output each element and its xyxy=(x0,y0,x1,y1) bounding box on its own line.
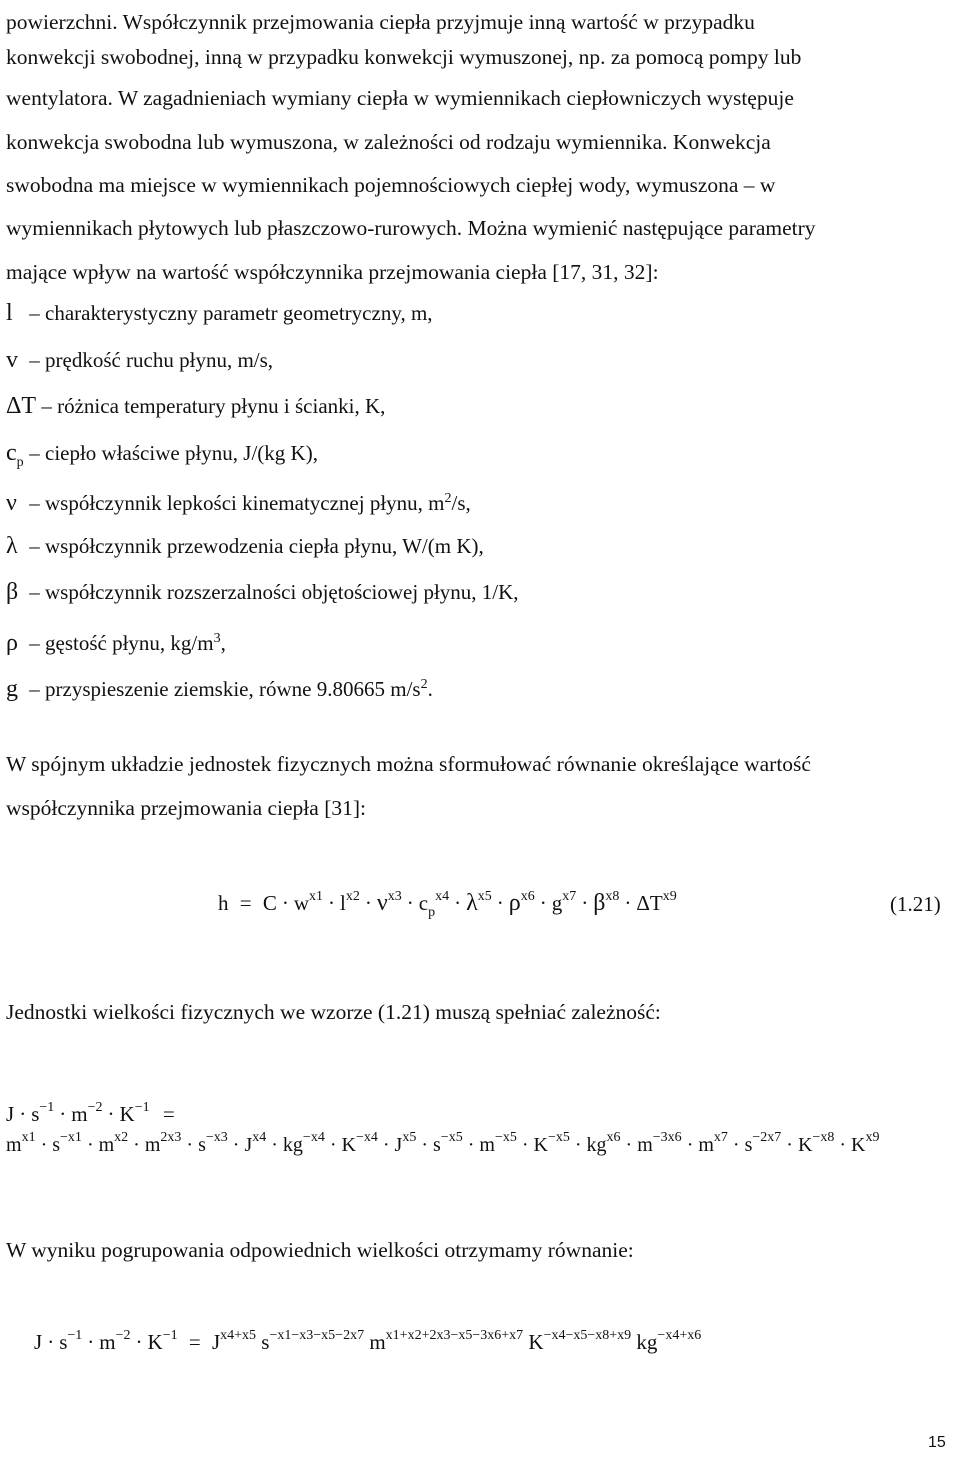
math-term: $s^{-1}$ xyxy=(31,1100,55,1126)
multiply-dot: · xyxy=(454,891,462,915)
equation-terms xyxy=(262,889,677,920)
paragraph-line: W spójnym układzie jednostek fizycznych można sformułować równanie określające wartość xyxy=(6,752,811,776)
multiply-dot: · xyxy=(496,891,504,915)
multiply-dot: · xyxy=(364,891,372,915)
multiply-dot: · xyxy=(521,1134,529,1156)
multiply-dot: · xyxy=(732,1134,740,1156)
units-equation-line-1 xyxy=(6,1102,175,1127)
parameter-symbol: $c_p$ xyxy=(6,439,24,470)
parameter-description: – ciepło właściwe płynu, J/(kg K), xyxy=(29,440,318,465)
grouped-lhs-terms xyxy=(34,1330,178,1354)
math-term: $m^{-x5}$ xyxy=(479,1130,517,1156)
math-term: $\lambda^{x5}$ xyxy=(466,889,492,916)
parameter-description: – współczynnik rozszerzalności objętościowej płynu, 1/K, xyxy=(29,580,519,604)
math-term: $J^{x5}$ xyxy=(394,1130,417,1156)
math-term: $s^{-x1-x3-x5-2x7}$ xyxy=(261,1328,365,1354)
math-term: $c_p^{x4}$ xyxy=(418,889,450,920)
parameter-description: – prędkość ruchu płynu, m/s, xyxy=(29,347,274,372)
units-equation-line-2 xyxy=(6,1130,880,1157)
paragraph-3: Jednostki wielkości fizycznych we wzorze (1.21) muszą spełniać zależność: xyxy=(6,1000,661,1024)
math-term: $s^{-x5}$ xyxy=(433,1130,463,1156)
math-term: $K^{x9}$ xyxy=(851,1130,880,1156)
multiply-dot: · xyxy=(686,1134,694,1156)
multiply-dot: · xyxy=(839,1134,846,1156)
equals-sign: = xyxy=(188,1330,201,1354)
units-line-1-terms xyxy=(6,1102,150,1126)
multiply-dot: · xyxy=(40,1134,48,1156)
math-term: $\nu^{x3}$ xyxy=(376,889,402,916)
math-term: $\Delta T^{x9}$ xyxy=(636,889,677,915)
math-term: $K^{-x8}$ xyxy=(797,1130,835,1156)
multiply-dot: · xyxy=(625,1134,633,1156)
math-term: $m^{x2}$ xyxy=(98,1130,129,1156)
multiply-dot: · xyxy=(406,891,414,915)
math-term: $K^{-x4}$ xyxy=(341,1130,378,1156)
multiply-dot: · xyxy=(232,1134,240,1156)
math-term: $s^{-x1}$ xyxy=(52,1130,82,1156)
parameter-item xyxy=(6,430,519,477)
equals-sign: = xyxy=(162,1102,175,1126)
multiply-dot: · xyxy=(281,891,289,915)
grouped-equation xyxy=(34,1330,701,1355)
parameter-item xyxy=(6,523,519,570)
math-term: $s^{-1}$ xyxy=(59,1328,83,1354)
parameter-item xyxy=(6,337,519,384)
math-term: $s^{-2x7}$ xyxy=(744,1130,782,1156)
parameter-symbol: ΔT xyxy=(6,393,37,419)
math-term: $K^{-x4-x5-x8+x9}$ xyxy=(528,1328,632,1354)
math-term: $s^{-x3}$ xyxy=(198,1130,228,1156)
parameter-description: – różnica temperatury płynu i ścianki, K, xyxy=(41,394,386,418)
parameter-description: – gęstość płynu, kg/m xyxy=(29,630,214,655)
equals-sign: = xyxy=(239,891,252,915)
multiply-dot: · xyxy=(59,1102,67,1126)
multiply-dot: · xyxy=(581,891,589,915)
parameter-symbol: ν xyxy=(6,490,17,516)
multiply-dot: · xyxy=(624,891,632,915)
parameter-description: – współczynnik lepkości kinematycznej płynu, m xyxy=(29,491,445,515)
math-term: $K^{-1}$ xyxy=(119,1100,150,1126)
page-number: 15 xyxy=(928,1434,946,1451)
math-term: $kg^{-x4}$ xyxy=(282,1130,325,1156)
parameter-subscript: p xyxy=(16,454,24,470)
multiply-dot: · xyxy=(329,1134,337,1156)
parameter-item xyxy=(6,616,519,663)
parameter-item xyxy=(6,476,519,523)
math-term: $kg^{-x4+x6}$ xyxy=(636,1328,702,1354)
math-term: $m^{x7}$ xyxy=(698,1130,728,1156)
equation-number: (1.21) xyxy=(890,892,941,916)
intro-line: wymiennikach płytowych lub płaszczowo-rurowych. Można wymienić następujące parametry xyxy=(6,216,816,240)
math-term: $m^{-3x6}$ xyxy=(637,1130,682,1156)
math-term: $m^{2x3}$ xyxy=(144,1130,182,1156)
parameter-superscript: 2 xyxy=(444,491,452,506)
parameter-superscript: 2 xyxy=(420,677,428,692)
math-term: J xyxy=(6,1102,15,1126)
math-term: $K^{-1}$ xyxy=(147,1328,178,1354)
intro-line: konwekcja swobodna lub wymuszona, w zależności od rodzaju wymiennika. Konwekcja xyxy=(6,130,771,154)
multiply-dot: · xyxy=(539,891,547,915)
multiply-dot: · xyxy=(328,891,336,915)
parameter-item xyxy=(6,290,519,337)
intro-line: swobodna ma miejsce w wymiennikach pojemnościowych ciepłej wody, wymuszona – w xyxy=(6,173,776,197)
multiply-dot: · xyxy=(786,1134,793,1156)
math-term: $kg^{x6}$ xyxy=(586,1130,621,1156)
paragraph-4: W wyniku pogrupowania odpowiednich wielkości otrzymamy równanie: xyxy=(6,1238,634,1262)
parameter-symbol: l xyxy=(6,300,13,326)
multiply-dot: · xyxy=(382,1134,390,1156)
parameter-symbol: λ xyxy=(6,532,18,559)
parameter-description: – przyspieszenie ziemskie, równe 9.80665 m/s xyxy=(29,677,421,701)
parameter-item xyxy=(6,569,519,616)
math-term: $J^{x4}$ xyxy=(244,1130,267,1156)
parameter-symbol: ρ xyxy=(6,629,18,656)
multiply-dot: · xyxy=(186,1134,194,1156)
parameter-superscript: 3 xyxy=(213,630,221,646)
multiply-dot: · xyxy=(133,1134,140,1156)
intro-line: mające wpływ na wartość współczynnika przejmowania ciepła [17, 31, 32]: xyxy=(6,260,659,284)
multiply-dot: · xyxy=(87,1330,95,1354)
math-term: C xyxy=(262,891,277,915)
parameter-symbol: β xyxy=(6,579,19,605)
math-term: $J^{x4+x5}$ xyxy=(211,1328,257,1354)
multiply-dot: · xyxy=(467,1134,475,1156)
multiply-dot: · xyxy=(271,1134,278,1156)
parameter-list xyxy=(6,290,519,709)
paragraph-line: współczynnika przejmowania ciepła [31]: xyxy=(6,796,366,820)
intro-line: powierzchni. Współczynnik przejmowania ciepła przyjmuje inną wartość w przypadku xyxy=(6,10,755,34)
math-term: $m^{x1}$ xyxy=(6,1130,36,1156)
parameter-tail: , xyxy=(220,630,226,655)
parameter-item xyxy=(6,383,519,430)
math-term: J xyxy=(34,1330,43,1354)
multiply-dot: · xyxy=(421,1134,428,1156)
multiply-dot: · xyxy=(19,1102,27,1126)
math-term: $m^{-2}$ xyxy=(71,1100,103,1126)
multiply-dot: · xyxy=(574,1134,582,1156)
multiply-dot: · xyxy=(86,1134,94,1156)
parameter-item xyxy=(6,662,519,709)
parameter-symbol: g xyxy=(6,676,18,702)
parameter-tail: /s, xyxy=(451,491,471,515)
parameter-symbol: v xyxy=(6,346,18,373)
math-term: $K^{-x5}$ xyxy=(533,1130,570,1156)
math-term: $\rho^{x6}$ xyxy=(508,889,535,916)
math-term: $w^{x1}$ xyxy=(293,889,324,915)
intro-line: wentylatora. W zagadnieniach wymiany ciepła w wymiennikach ciepłowniczych występuje xyxy=(6,86,794,110)
parameter-description: – współczynnik przewodzenia ciepła płynu, W/(m K), xyxy=(29,533,484,558)
parameter-tail: . xyxy=(427,677,433,701)
parameter-description: – charakterystyczny parametr geometryczny, m, xyxy=(29,301,433,325)
grouped-rhs-terms xyxy=(212,1330,701,1354)
math-term: $g^{x7}$ xyxy=(551,889,577,915)
multiply-dot: · xyxy=(135,1330,143,1354)
math-term: $\beta^{x8}$ xyxy=(593,889,620,916)
units-line-2-terms xyxy=(6,1130,880,1156)
math-term: $m^{-2}$ xyxy=(99,1328,131,1354)
equation-1-21 xyxy=(218,889,677,920)
multiply-dot: · xyxy=(47,1330,55,1354)
math-term: $m^{x1+x2+2x3-x5-3x6+x7}$ xyxy=(369,1328,524,1354)
equation-lhs: h xyxy=(218,891,229,915)
intro-line: konwekcji swobodnej, inną w przypadku konwekcji wymuszonej, np. za pomocą pompy lub xyxy=(6,45,802,69)
math-term: $l^{x2}$ xyxy=(340,889,360,915)
multiply-dot: · xyxy=(107,1102,115,1126)
